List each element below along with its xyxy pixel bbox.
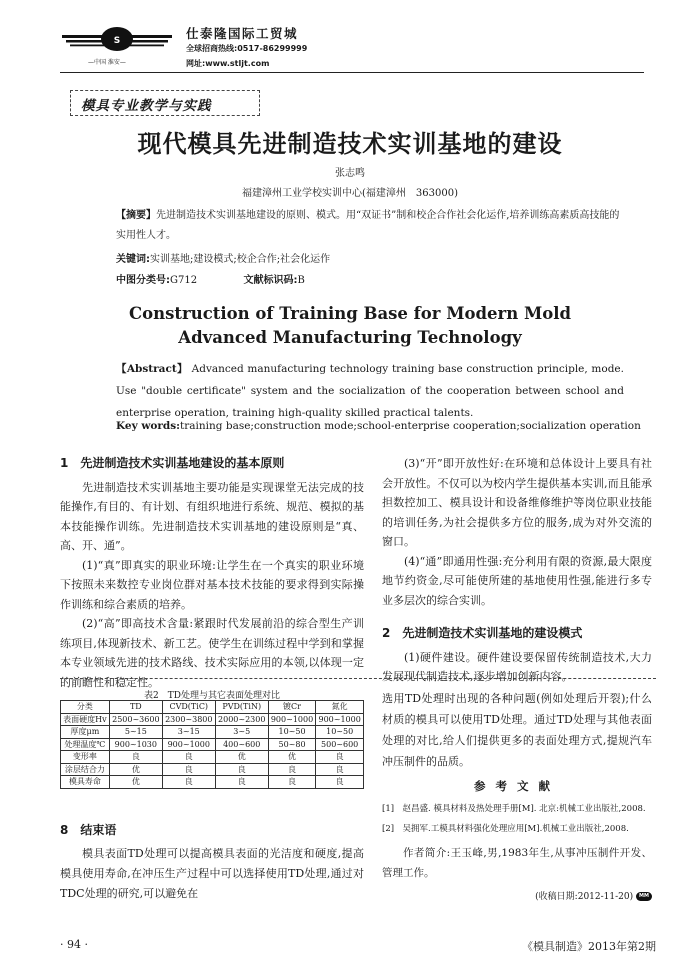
section1-p4: (3)“开”即开放性好:在环境和总体设计上要具有社会开放性。不仅可以为校内学生提供基本实训,而且能承担数控加工、模具设计和设备维修维护等岗位职业技能的培训任务,为社会提供多方位的服务,成为对外交流的窗口。 <box>382 457 652 548</box>
table-row <box>61 738 364 751</box>
table-cell: 良 <box>316 763 364 776</box>
section2-p1: (1)硬件建设。硬件建设要保留传统制造技术,大力发展现代制造技术,逐步增加创新内容。 <box>382 650 652 683</box>
table-cell: 涂层结合力 <box>61 763 110 776</box>
section2-heading: 2 先进制造技术实训基地的建设模式 <box>382 626 583 640</box>
header-divider <box>60 72 644 73</box>
title-en-line1: Construction of Training Base for Modern Mold <box>128 304 572 323</box>
section1-p3: (2)“高”即高技术含量:紧跟时代发展前沿的综合型生产训练项目,体现新技术、新工艺。使学生在训练过程中学到和掌握本专业领域先进的技术路线、技术实际应用的本领,以体现一定的前瞻性和稳定性。 <box>60 617 364 689</box>
table-cell: 良 <box>316 751 364 764</box>
table-cell: 良 <box>162 763 215 776</box>
section1-heading: 1 先进制造技术实训基地建设的基本原则 <box>60 456 285 470</box>
table-cell: 优 <box>109 776 162 789</box>
table-cell: 模具寿命 <box>61 776 110 789</box>
affiliation: 福建漳州工业学校实训中心(福建漳州 363000) <box>242 188 458 199</box>
table-cell: 900~1000 <box>162 738 215 751</box>
table-header-cell: TD <box>109 701 162 714</box>
table-cell: 优 <box>215 751 268 764</box>
table-row <box>61 776 364 789</box>
article-separator <box>60 678 656 679</box>
table-cell: 优 <box>268 751 316 764</box>
table-header-cell: 氮化 <box>316 701 364 714</box>
end-mark-icon: MM <box>636 892 652 901</box>
table-cell: 500~600 <box>316 738 364 751</box>
table-cell: 处理温度℃ <box>61 738 110 751</box>
abstract-text: 先进制造技术实训基地建设的原则、模式。用“双证书”制和校企合作社会化运作,培养训练高素质高技能的实用性人才。 <box>116 210 620 241</box>
right-bottom-column <box>382 688 652 908</box>
section1-p2: (1)“真”即真实的职业环境:让学生在一个真实的职业环境下按照未来数控专业岗位群对基本技术技能的要求得到实际操作训练和综合素质的培养。 <box>60 558 364 611</box>
section8-heading: 8 结束语 <box>60 823 117 837</box>
table-cell: 900~1030 <box>109 738 162 751</box>
page-number: · 94 · <box>60 938 88 951</box>
keywords-en-label: Key words: <box>116 420 181 432</box>
company-logo <box>62 24 172 58</box>
table-title: 表2 TD处理与其它表面处理对比 <box>144 691 280 701</box>
doc-code-label: 文献标识码: <box>243 275 298 286</box>
svg-text:S: S <box>113 36 121 46</box>
column-label: 模具专业教学与实践 <box>70 90 260 116</box>
keywords-en-text: training base;construction mode;school-enterprise cooperation;socialization operation <box>180 420 641 432</box>
section8-continuation: 选用TD处理时出现的各种问题(例如处理后开裂);什么材质的模具可以使用TD处理。通过TD处理与其他表面处理的对比,给人们提供更多的表面处理方式,提规汽车冲压制件的品质。 <box>382 692 652 768</box>
abstract-label: 【摘要】 <box>116 210 156 221</box>
keywords-label: 关键词: <box>116 254 150 265</box>
table-cell: 5~15 <box>109 726 162 739</box>
table-header-cell: CVD(TiC) <box>162 701 215 714</box>
reference-item: [2] 吴拥军.工模具材料强化处理应用[M].机械工业出版社,2008. <box>382 824 629 834</box>
table-cell: 10~50 <box>316 726 364 739</box>
classification-value: G712 <box>170 275 198 286</box>
table-cell: 良 <box>215 776 268 789</box>
abstract-cn <box>116 206 624 246</box>
reference-item: [1] 赵昌盛. 模具材料及热处理手册[M]. 北京:机械工业出版社,2008. <box>382 804 646 814</box>
table-cell: 3~15 <box>162 726 215 739</box>
table-cell: 10~50 <box>268 726 316 739</box>
table-cell: 3~5 <box>215 726 268 739</box>
table-cell: 400~600 <box>215 738 268 751</box>
section1-left <box>60 454 364 692</box>
table-cell: 良 <box>109 751 162 764</box>
section1-p1: 先进制造技术实训基地主要功能是实现课堂无法完成的技能操作,有目的、有计划、有组织地进行系统、规范、模拟的基本技能操作训练。先进制造技术实训基地的建设原则是“真、高、开、通”。 <box>60 480 364 552</box>
table-row <box>61 751 364 764</box>
title-cn: 现代模具先进制造技术实训基地的建设 <box>137 130 563 158</box>
table-header-cell: 分类 <box>61 701 110 714</box>
table-cell: 优 <box>109 763 162 776</box>
abstract-en <box>116 358 624 424</box>
table-row <box>61 763 364 776</box>
table-cell: 良 <box>316 776 364 789</box>
references-heading: 参考文献 <box>474 779 560 793</box>
abstract-en-text: Advanced manufacturing technology training base construction principle, mode. Use "double certificate" system and the socialization of the cooperation between school and enterprise operation, training high-quality skilled practical talents. <box>116 363 624 419</box>
keywords-cn <box>116 250 330 265</box>
journal-name: 《模具制造》2013年第2期 <box>522 940 656 953</box>
abstract-en-label: 【Abstract】 <box>116 363 188 375</box>
table-row <box>61 713 364 726</box>
table-cell: 良 <box>162 776 215 789</box>
comparison-table <box>60 700 364 789</box>
keywords-text: 实训基地;建设模式;校企合作;社会化运作 <box>150 254 331 265</box>
author: 张志鸣 <box>335 168 365 179</box>
table-header-cell: PVD(TiN) <box>215 701 268 714</box>
doc-code-value: B <box>297 275 305 286</box>
website: 网址:www.stljt.com <box>186 59 270 68</box>
classification <box>116 271 305 286</box>
received-date-text: (收稿日期:2012-11-20) <box>535 892 634 902</box>
section8-p1: 模具表面TD处理可以提高模具表面的光洁度和硬度,提高模具使用寿命,在冲压生产过程中可以选择使用TD处理,通过对TDC处理的研究,可以避免在 <box>60 847 364 900</box>
table-cell: 2500~3600 <box>109 713 162 726</box>
table-cell: 良 <box>162 751 215 764</box>
logo-subtitle: —中国 淮安— <box>88 59 126 66</box>
title-en <box>0 302 700 350</box>
table-cell: 良 <box>215 763 268 776</box>
table-cell: 2300~3800 <box>162 713 215 726</box>
section1-p5: (4)“通”即通用性强:充分利用有限的资源,最大限度地节约资金,尽可能使所建的基地使用性强,能进行多专业多层次的综合实训。 <box>382 554 652 607</box>
section8 <box>60 820 364 904</box>
author-bio: 作者简介:王玉峰,男,1983年生,从事冲压制件开发、管理工作。 <box>382 847 652 879</box>
company-name: 仕泰隆国际工贸城 <box>186 26 299 41</box>
hotline: 全球招商热线:0517-86299999 <box>186 44 308 53</box>
table-cell: 变形率 <box>61 751 110 764</box>
table-cell: 良 <box>268 776 316 789</box>
section1-right <box>382 454 652 687</box>
received-date <box>382 887 652 908</box>
table-cell: 50~80 <box>268 738 316 751</box>
table-cell: 良 <box>268 763 316 776</box>
table-cell: 厚度μm <box>61 726 110 739</box>
title-en-line2: Advanced Manufacturing Technology <box>178 328 522 347</box>
table-header-cell: 镀Cr <box>268 701 316 714</box>
table-cell: 900~1000 <box>316 713 364 726</box>
table-cell: 2000~2300 <box>215 713 268 726</box>
table-cell: 表面硬度Hv <box>61 713 110 726</box>
keywords-en <box>116 420 641 432</box>
classification-label: 中图分类号: <box>116 275 170 286</box>
table-row <box>61 726 364 739</box>
table-cell: 900~1000 <box>268 713 316 726</box>
table-header-row <box>61 701 364 714</box>
